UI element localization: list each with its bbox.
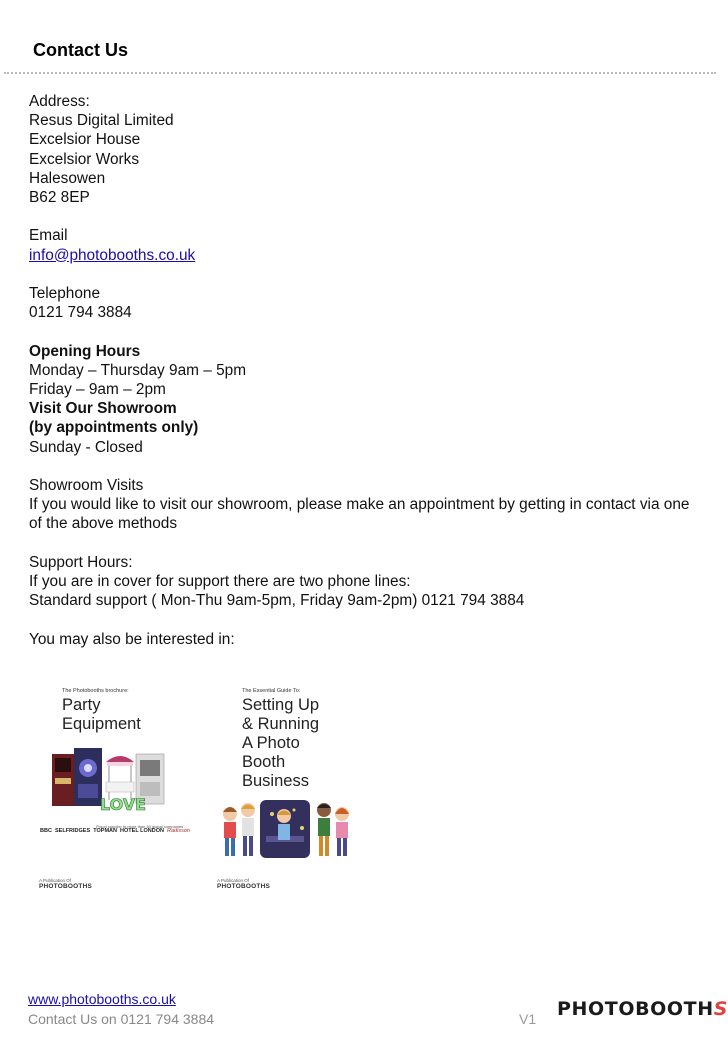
telephone-number: 0121 794 3884 [29, 304, 132, 322]
hours-weekdays: Monday – Thursday 9am – 5pm [29, 361, 247, 379]
showroom-heading: Visit Our Showroom [29, 400, 177, 418]
guide-card-photo-booth-business[interactable] [214, 680, 374, 900]
photobooths-logo: PHOTOBOOTHS [557, 998, 728, 1020]
card-publisher: A Publication Of PHOTOBOOTHS [217, 878, 271, 890]
card-eyebrow: The Photobooths brochure: [62, 688, 129, 694]
address-label: Address: [29, 93, 90, 110]
footer-contact: Contact Us on 0121 794 3884 [28, 1011, 215, 1027]
card-title: Party Equipment [62, 696, 141, 733]
email-label: Email [29, 227, 68, 245]
svg-text:LOVE: LOVE [100, 795, 147, 814]
support-line: If you are in cover for support there are two phone lines: [29, 573, 411, 590]
telephone-label: Telephone [29, 285, 101, 302]
showroom-note: (by appointments only) [29, 419, 199, 437]
showroom-visits-label: Showroom Visits [29, 477, 144, 494]
people-and-booth-illustration [220, 796, 356, 866]
card-tagline: Proud supplier to more than 50 global companies [96, 824, 184, 829]
email-link[interactable]: info@photobooths.co.uk [29, 246, 196, 264]
partner-logo: TOPMAN [93, 828, 117, 834]
card-eyebrow: The Essential Guide To: [242, 688, 301, 694]
footer-website-link[interactable]: www.photobooths.co.uk [28, 991, 176, 1007]
partner-logo: HOTEL LONDON [120, 828, 164, 834]
photo-booth-equipment-illustration [50, 744, 170, 816]
support-standard: Standard support ( Mon-Thu 9am-5pm, Friday 9am-2pm) 0121 794 3884 [29, 592, 525, 610]
card-publisher: A Publication Of PHOTOBOOTHS [39, 878, 93, 890]
address-line: Resus Digital Limited [29, 112, 174, 130]
hours-sunday: Sunday - Closed [29, 438, 143, 456]
partner-logo: SELFRIDGES [55, 828, 91, 834]
dotted-divider [4, 72, 716, 74]
partner-logo: Radisson [167, 828, 190, 834]
brochure-card-party-equipment[interactable] [36, 680, 196, 900]
page-title: Contact Us [33, 40, 129, 60]
hours-friday: Friday – 9am – 2pm [29, 381, 166, 398]
related-intro: You may also be interested in: [29, 630, 235, 648]
address-line: Excelsior House [29, 131, 141, 149]
opening-hours-heading: Opening Hours [29, 342, 141, 360]
address-postcode: B62 8EP [29, 189, 90, 207]
address-line: Excelsior Works [29, 150, 140, 168]
footer-version: V1 [519, 1011, 537, 1027]
card-title: Setting Up & Running A Photo Booth Business [242, 696, 320, 790]
contact-details [29, 92, 699, 649]
partner-logo: BBC [40, 828, 52, 834]
address-line: Halesowen [29, 169, 106, 187]
support-hours-label: Support Hours: [29, 553, 133, 571]
partner-logos [40, 828, 190, 834]
showroom-visits-text: If you would like to visit our showroom, please make an appointment by getting in contact via one of the above methods [29, 496, 690, 533]
